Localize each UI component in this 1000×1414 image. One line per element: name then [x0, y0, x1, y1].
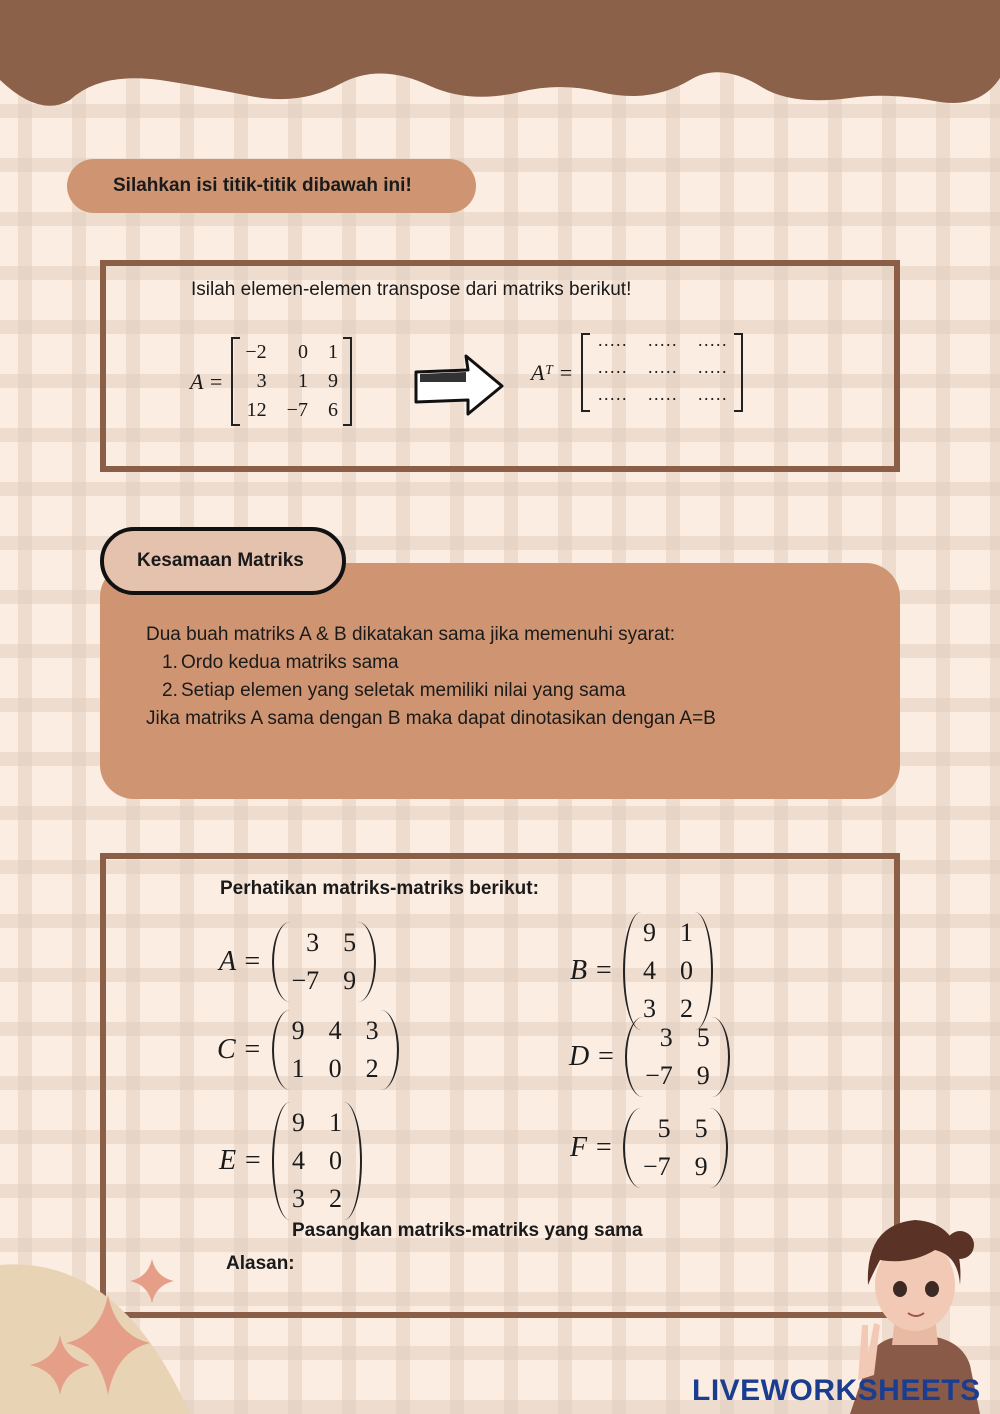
transpose-blank-cell[interactable]: ·····: [597, 389, 628, 409]
matrix-E-label: E =: [219, 1145, 262, 1176]
transpose-blank-cell[interactable]: ·····: [647, 362, 678, 382]
matrix-E-cell: 1: [329, 1108, 342, 1137]
condition-1: Ordo kedua matriks sama: [181, 652, 399, 673]
matrix-F-label: F =: [570, 1132, 613, 1163]
sparkle-decoration: [0, 1255, 200, 1414]
matrix-D-cell: 3: [659, 1023, 673, 1052]
kesamaan-tab: Kesamaan Matriks: [100, 527, 346, 595]
transpose-blank-cell[interactable]: ·····: [697, 389, 728, 409]
top-wave-decoration: [0, 0, 1000, 115]
matrix-D-label: D =: [569, 1041, 616, 1072]
matrix-A-cell: 9: [343, 966, 357, 995]
matrix-a-given-cell: 6: [327, 399, 338, 421]
matrix-D: [569, 1017, 730, 1097]
matrix-a-given-cell: −2: [245, 341, 267, 363]
matrix-B-cell: 9: [643, 918, 656, 947]
matrix-a-given-cell: 12: [246, 399, 267, 421]
matching-task: Pasangkan matriks-matriks yang sama: [292, 1220, 643, 1241]
matrix-C-cell: 0: [328, 1054, 342, 1083]
matrix-C-label: C =: [217, 1034, 262, 1065]
matrix-B-cell: 0: [680, 956, 693, 985]
matrix-A-label: A =: [219, 946, 262, 977]
transpose-blank-cell[interactable]: ·····: [597, 362, 628, 382]
instruction-pill: Silahkan isi titik-titik dibawah ini!: [67, 159, 476, 213]
matrix-a-given: [190, 337, 352, 426]
matrix-C-cell: 4: [328, 1016, 342, 1045]
reason-label: Alasan:: [226, 1253, 295, 1274]
matrix-E-cell: 4: [292, 1146, 305, 1175]
matrix-a-given-cell: −7: [286, 399, 308, 421]
matrix-C-cell: 9: [291, 1016, 305, 1045]
condition-2-number: 2.: [162, 680, 178, 701]
matrix-a-given-cell: 0: [297, 341, 308, 363]
matrix-C-cell: 2: [365, 1054, 379, 1083]
matrix-A: [219, 922, 376, 1002]
matrix-E-cell: 0: [329, 1146, 342, 1175]
transpose-blank-cell[interactable]: ·····: [647, 389, 678, 409]
transpose-blank-cell[interactable]: ·····: [647, 335, 678, 355]
transpose-blank-cell[interactable]: ·····: [697, 362, 728, 382]
transpose-prompt: Isilah elemen-elemen transpose dari matriks berikut!: [191, 279, 632, 300]
matrix-C-cell: 1: [291, 1054, 305, 1083]
matrix-a-label: A =: [190, 368, 224, 394]
matrix-A-cell: 3: [306, 928, 320, 957]
matrix-D-cell: −7: [645, 1061, 673, 1090]
matrix-B-label: B =: [570, 955, 613, 986]
matrix-B-cell: 1: [680, 918, 693, 947]
transpose-blank-cell[interactable]: ·····: [597, 335, 628, 355]
matrix-F-cell: 9: [694, 1152, 708, 1181]
matrix-a-transpose: [531, 333, 743, 412]
matrix-A-cell: −7: [291, 966, 320, 995]
arrow-right-icon: [412, 352, 506, 418]
matrix-a-given-cell: 9: [327, 370, 338, 392]
liveworksheets-watermark: LIVEWORKSHEETS: [692, 1374, 981, 1407]
matrix-E-cell: 3: [292, 1184, 305, 1213]
matrix-C: [217, 1010, 399, 1090]
matrix-D-cell: 5: [696, 1023, 710, 1052]
matrix-E-cell: 2: [329, 1184, 342, 1213]
exercise-prompt: Perhatikan matriks-matriks berikut:: [220, 878, 539, 899]
matrix-D-cell: 9: [696, 1061, 710, 1090]
matrix-F-cell: −7: [643, 1152, 671, 1181]
kesamaan-closing: Jika matriks A sama dengan B maka dapat dinotasikan dengan A=B: [146, 708, 716, 729]
matrix-F-cell: 5: [694, 1114, 708, 1143]
transpose-label: Aᵀ =: [531, 359, 574, 385]
matrix-E-cell: 9: [292, 1108, 305, 1137]
matrix-F: [570, 1108, 728, 1188]
transpose-blank-cell[interactable]: ·····: [697, 335, 728, 355]
matrix-A-cell: 5: [343, 928, 357, 957]
matrix-B: [570, 912, 713, 1030]
matrix-C-cell: 3: [365, 1016, 379, 1045]
matrix-B-cell: 3: [643, 994, 656, 1023]
matrix-a-given-cell: 3: [256, 370, 267, 392]
matrix-a-given-cell: 1: [327, 341, 338, 363]
matrix-B-cell: 4: [643, 956, 656, 985]
matrix-E: [219, 1102, 362, 1220]
condition-1-number: 1.: [162, 652, 178, 673]
condition-2: Setiap elemen yang seletak memiliki nilai yang sama: [181, 680, 626, 701]
matrix-F-cell: 5: [657, 1114, 671, 1143]
matrix-a-given-cell: 1: [297, 370, 308, 392]
kesamaan-intro: Dua buah matriks A & B dikatakan sama jika memenuhi syarat:: [146, 624, 676, 645]
matrix-B-cell: 2: [680, 994, 693, 1023]
